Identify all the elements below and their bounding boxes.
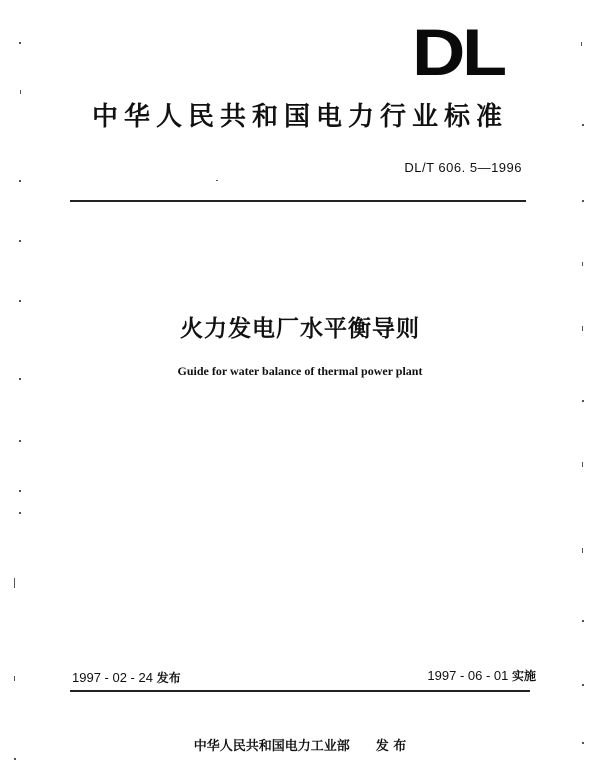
scan-speck bbox=[582, 400, 584, 402]
publisher-name: 中华人民共和国电力工业部 bbox=[193, 739, 350, 754]
scan-speck bbox=[19, 440, 21, 442]
standard-category-title: 中华人民共和国电力行业标准 bbox=[92, 102, 509, 132]
scan-speck bbox=[19, 180, 21, 182]
scan-speck bbox=[582, 548, 583, 553]
scan-speck bbox=[582, 462, 583, 467]
scan-speck bbox=[19, 300, 21, 302]
standard-number: DL/T 606. 5—1996 bbox=[404, 160, 522, 175]
scan-speck bbox=[582, 742, 584, 744]
scan-speck bbox=[581, 42, 582, 46]
scan-speck bbox=[582, 124, 584, 126]
header-divider bbox=[70, 200, 526, 202]
scan-speck bbox=[19, 240, 21, 242]
publish-label: 发 布 bbox=[375, 739, 407, 754]
effective-label: 实施 bbox=[511, 669, 536, 683]
document-title-english: Guide for water balance of thermal power plant bbox=[177, 364, 423, 378]
publisher-line bbox=[0, 735, 600, 754]
scan-speck bbox=[14, 578, 15, 588]
scan-speck bbox=[582, 326, 583, 331]
scan-speck bbox=[20, 90, 21, 94]
scan-speck bbox=[582, 262, 583, 266]
issue-date: 1997 - 02 - 24 bbox=[72, 670, 153, 685]
effective-date-line bbox=[427, 667, 536, 684]
effective-date: 1997 - 06 - 01 bbox=[427, 668, 509, 683]
footer-divider bbox=[70, 690, 530, 692]
scan-speck bbox=[582, 200, 584, 202]
scan-speck bbox=[19, 490, 21, 492]
scan-speck bbox=[582, 620, 584, 622]
scan-speck bbox=[14, 758, 16, 760]
scan-speck bbox=[19, 378, 21, 380]
scan-speck bbox=[582, 684, 584, 686]
scan-speck bbox=[216, 180, 218, 181]
issue-label: 发布 bbox=[156, 671, 181, 685]
document-title-chinese: 火力发电厂水平衡导则 bbox=[180, 316, 420, 342]
dl-logo: DL bbox=[412, 15, 504, 89]
scan-speck bbox=[19, 42, 21, 44]
scan-speck bbox=[14, 676, 15, 681]
scan-speck bbox=[19, 512, 21, 514]
issue-date-line bbox=[72, 669, 181, 686]
